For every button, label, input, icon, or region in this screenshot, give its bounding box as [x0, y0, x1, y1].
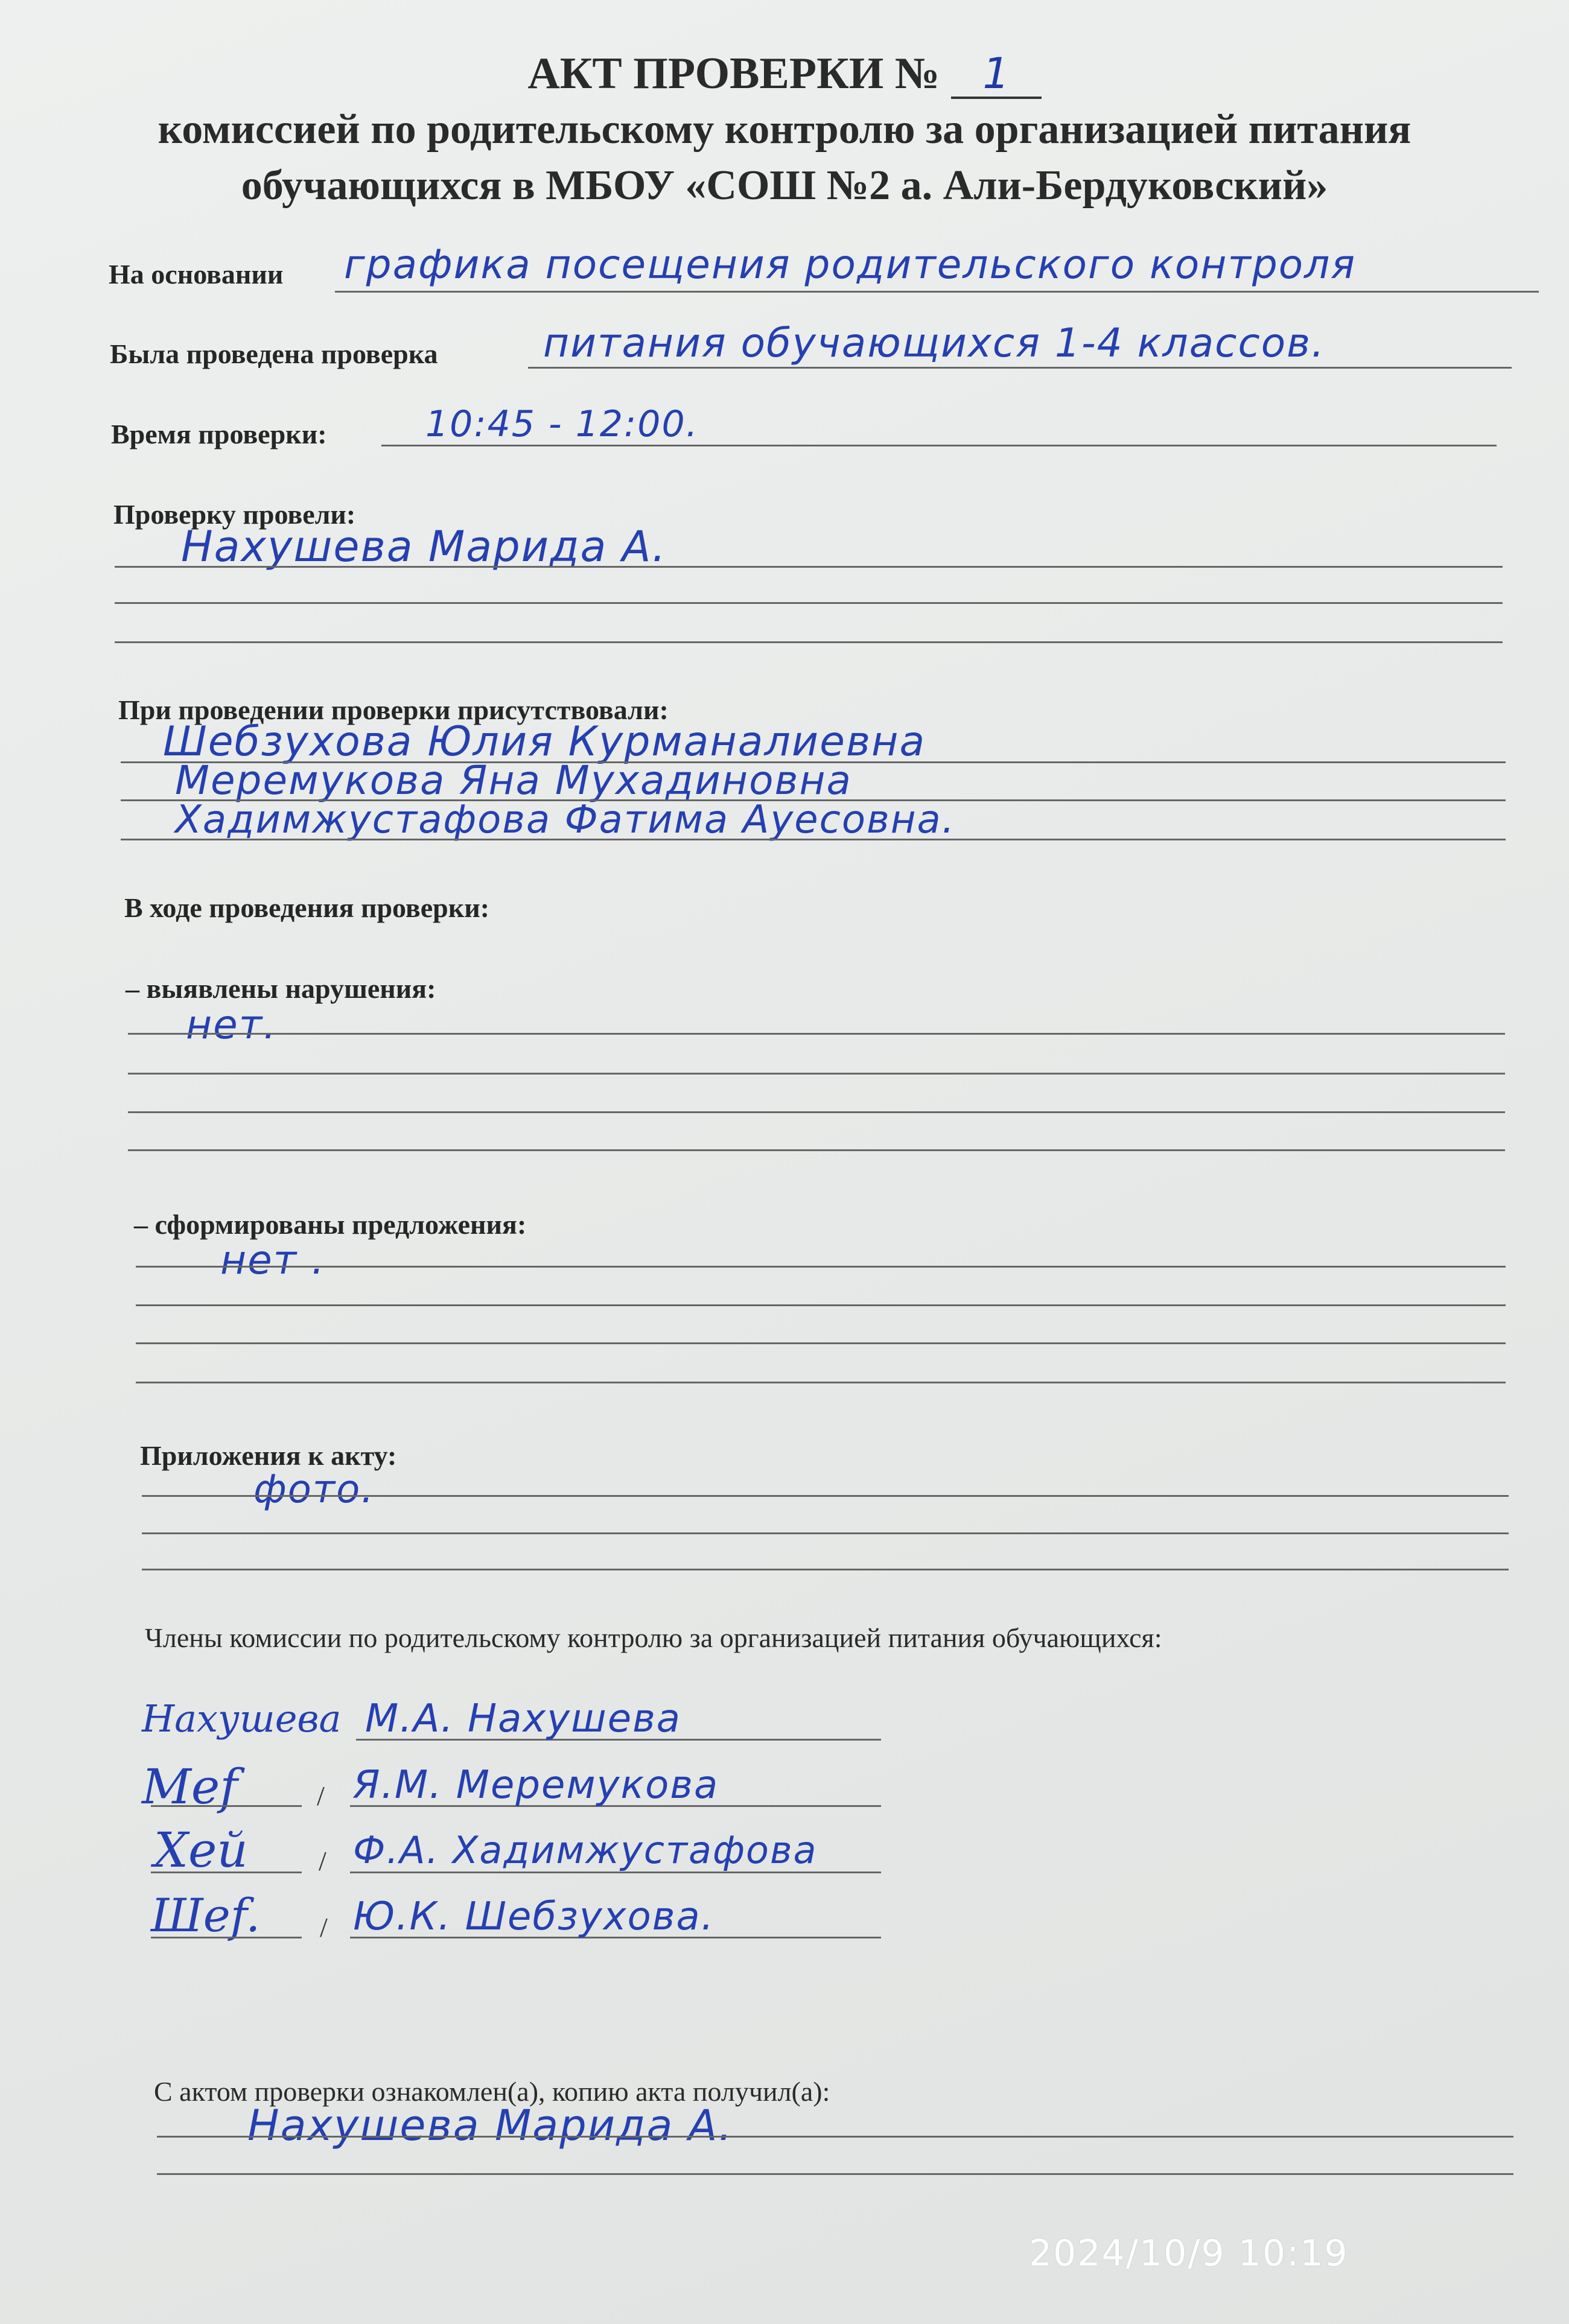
present-line-3: [121, 839, 1506, 840]
member-3-signature: Хей: [154, 1822, 248, 1878]
attachments-value: фото.: [253, 1467, 375, 1512]
member-2-signature: Меf: [142, 1759, 238, 1815]
member-3-sig-line: [151, 1872, 302, 1873]
inspectors-line-1: [115, 566, 1503, 568]
inspectors-label: Проверку провели:: [113, 499, 356, 530]
act-number: 1: [951, 51, 1042, 99]
basis-value: графика посещения родительского контроля: [344, 241, 1357, 288]
members-label: Члены комиссии по родительскому контролю за организацией питания обучающихся:: [145, 1622, 1162, 1653]
acknowledge-line-2: [157, 2173, 1513, 2175]
inspectors-line-2: [115, 602, 1503, 604]
member-4-signature: Шеf.: [151, 1888, 261, 1942]
act-title: [0, 48, 1569, 100]
proposals-label: – сформированы предложения:: [134, 1209, 527, 1240]
act-subtitle-line2: обучающихся в МБОУ «СОШ №2 а. Али-Бердуковский»: [241, 162, 1328, 209]
check-line: [528, 367, 1512, 369]
member-2-name: Я.М. Меремукова: [353, 1763, 719, 1808]
violations-line-3: [128, 1111, 1505, 1113]
attachments-line-1: [142, 1495, 1509, 1497]
present-1: Шебзухова Юлия Курманалиевна: [163, 718, 926, 766]
acknowledge-value: Нахушева Марида А.: [247, 2101, 733, 2150]
proposals-line-4: [136, 1382, 1506, 1383]
member-2-sig-line: [151, 1805, 302, 1807]
proposals-value: нет .: [220, 1237, 326, 1283]
act-title-prefix: АКТ ПРОВЕРКИ №: [527, 49, 940, 98]
member-4-sig-line: [151, 1937, 302, 1938]
act-subtitle-line1: комиссией по родительскому контролю за организацией питания: [158, 106, 1411, 153]
inspectors-line-3: [115, 641, 1503, 643]
time-value: 10:45 - 12:00.: [425, 403, 699, 445]
member-1-signature: Нахушева: [142, 1697, 342, 1741]
proposals-line-2: [136, 1304, 1506, 1306]
check-label: Была проведена проверка: [110, 338, 438, 369]
basis-label: На основании: [109, 259, 284, 290]
time-label: Время проверки:: [111, 419, 327, 449]
attachments-line-3: [142, 1569, 1509, 1570]
attachments-line-2: [142, 1532, 1509, 1534]
member-2-separator: /: [317, 1780, 325, 1811]
violations-line-2: [128, 1073, 1505, 1075]
member-3-name: Ф.А. Хадимжустафова: [353, 1828, 818, 1872]
present-2: Меремукова Яна Мухадиновна: [175, 757, 852, 804]
violations-line-4: [128, 1149, 1505, 1151]
photo-timestamp: 2024/10/9 10:19: [1029, 2232, 1349, 2275]
acknowledge-label: С актом проверки ознакомлен(а), копию акта получил(а):: [154, 2076, 830, 2107]
member-4-separator: /: [320, 1912, 328, 1943]
member-4-name: Ю.К. Шебзухова.: [353, 1894, 715, 1939]
member-1-name: М.А. Нахушева: [365, 1697, 681, 1741]
inspector-1: Нахушева Марида А.: [181, 522, 667, 571]
violations-line-1: [128, 1033, 1505, 1035]
violations-label: – выявлены нарушения:: [126, 973, 436, 1004]
during-label: В ходе проведения проверки:: [124, 892, 490, 923]
present-3: Хадимжустафова Фатима Ауесовна.: [175, 798, 956, 842]
member-3-separator: /: [319, 1846, 326, 1876]
attachments-label: Приложения к акту:: [140, 1440, 397, 1471]
check-value: питания обучающихся 1-4 классов.: [543, 320, 1325, 366]
proposals-line-1: [136, 1266, 1506, 1268]
violations-value: нет.: [186, 1002, 278, 1048]
proposals-line-3: [136, 1342, 1506, 1344]
present-label: При проведении проверки присутствовали:: [118, 694, 669, 725]
basis-line: [335, 291, 1539, 293]
acknowledge-line-1: [157, 2136, 1513, 2138]
